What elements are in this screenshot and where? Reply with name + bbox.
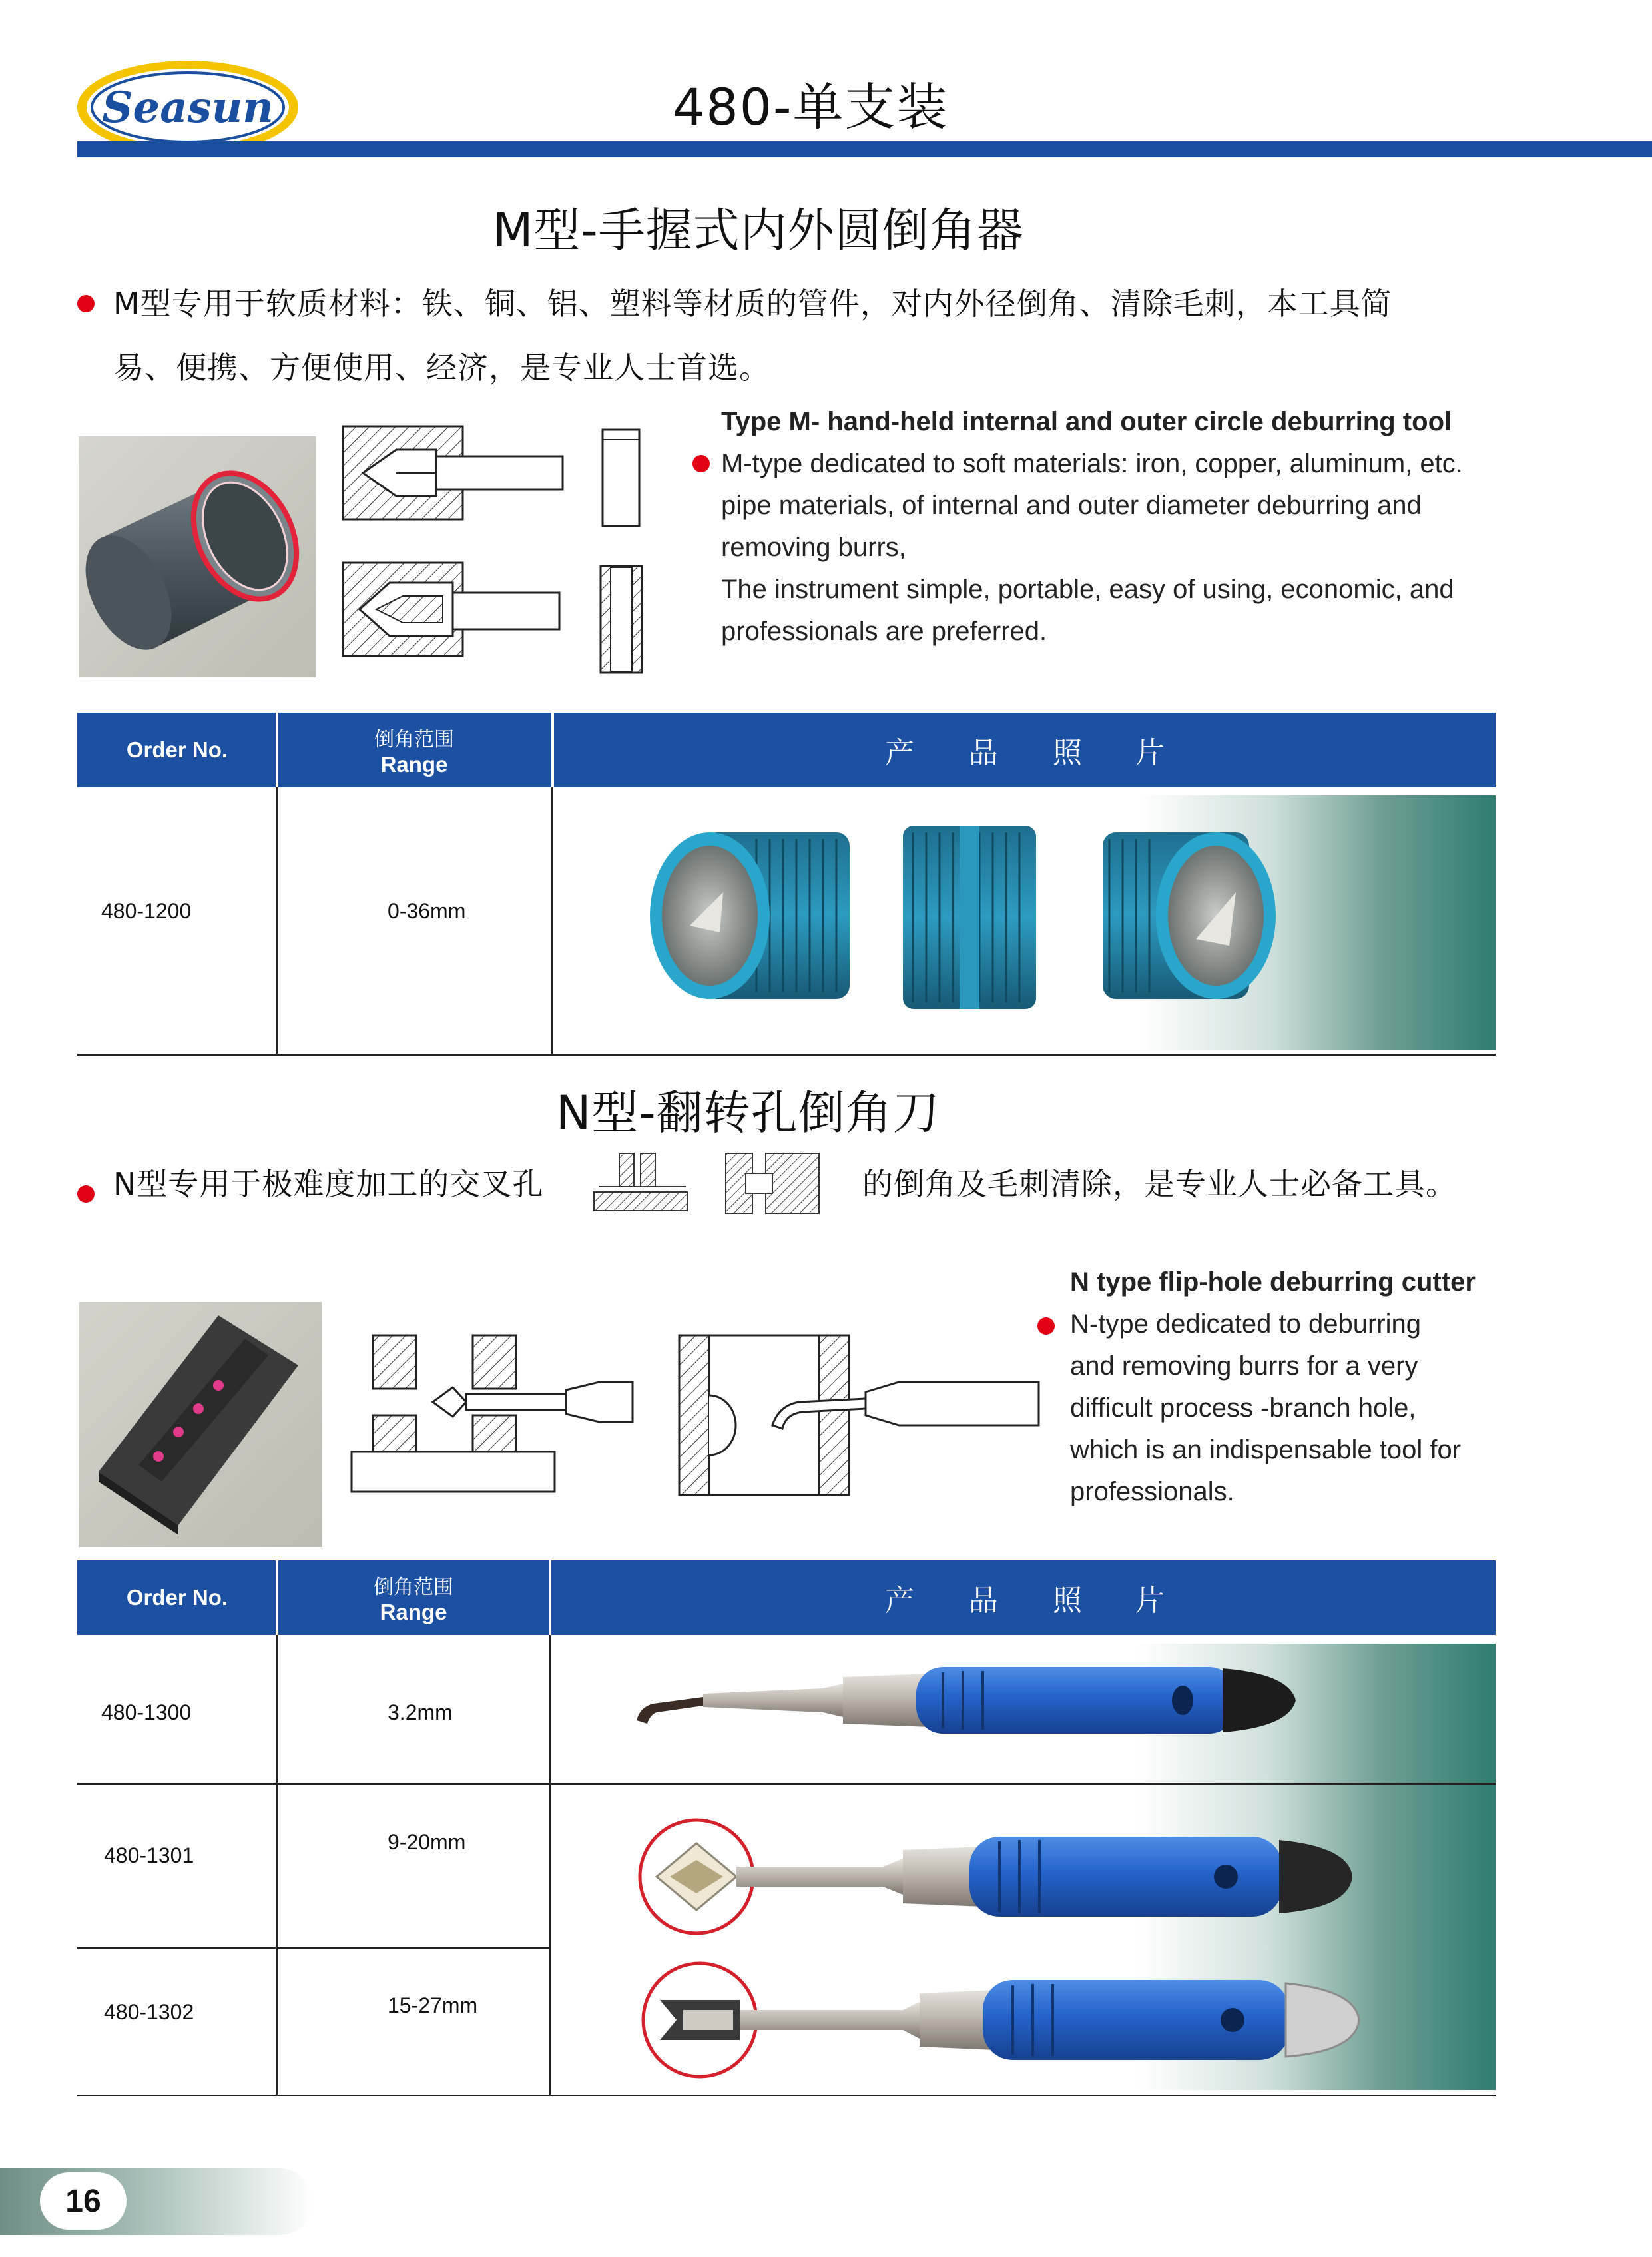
en-line: M-type dedicated to soft materials: iron, copper, aluminum, etc. xyxy=(721,449,1463,478)
col-photo-char: 产 xyxy=(885,1584,914,1617)
bullet-dot xyxy=(77,1185,95,1203)
table-header xyxy=(77,713,1496,787)
block-render-image xyxy=(79,1302,322,1547)
cross-hole-diagram xyxy=(593,1147,826,1220)
order-no-cell: 480-1301 xyxy=(104,1843,194,1867)
col-photo-char: 产 xyxy=(885,737,914,769)
section-n-en-description xyxy=(1070,1261,1649,1513)
bullet-dot xyxy=(77,295,95,312)
col-order-no: Order No. xyxy=(126,1585,228,1610)
n-type-product-photo xyxy=(623,1647,1496,2100)
page-title: 480-单支装 xyxy=(673,77,949,137)
range-cell: 15-27mm xyxy=(388,1993,478,2017)
en-line: which is an indispensable tool for xyxy=(1070,1435,1462,1464)
en-line: difficult process -branch hole, xyxy=(1070,1393,1416,1423)
pipe-render-image xyxy=(79,436,316,677)
col-range-cn: 倒角范围 xyxy=(374,1576,453,1598)
cn-line: 易、便携、方便使用、经济，是专业人士首选。 xyxy=(113,350,770,386)
m-type-order-table xyxy=(77,713,1496,1059)
section-n-cn-after: 的倒角及毛刺清除，是专业人士必备工具。 xyxy=(862,1166,1457,1202)
logo-text: Seasun xyxy=(102,83,274,133)
col-range-en: Range xyxy=(380,752,448,777)
bullet-dot xyxy=(1037,1317,1055,1335)
en-line: N-type dedicated to deburring xyxy=(1070,1309,1421,1339)
range-cell: 0-36mm xyxy=(388,899,466,923)
col-photo-char: 品 xyxy=(969,737,998,769)
m-type-technical-drawing xyxy=(336,420,676,686)
en-line: removing burrs, xyxy=(721,533,906,562)
en-line: professionals are preferred. xyxy=(721,617,1047,646)
section-m-cn-description xyxy=(113,272,1645,400)
col-photo-char: 照 xyxy=(1053,1584,1082,1617)
col-photo-char: 品 xyxy=(969,1584,998,1617)
range-cell: 3.2mm xyxy=(388,1700,453,1724)
header-bar xyxy=(77,141,1652,157)
en-title: N type flip-hole deburring cutter xyxy=(1070,1267,1476,1297)
section-m-en-description xyxy=(721,401,1652,653)
order-no-cell: 480-1300 xyxy=(101,1700,192,1724)
section-n-title: N型-翻转孔倒角刀 xyxy=(556,1086,940,1140)
en-line: The instrument simple, portable, easy of using, economic, and xyxy=(721,575,1454,604)
en-title: Type M- hand-held internal and outer circle deburring tool xyxy=(721,407,1452,436)
order-no-cell: 480-1200 xyxy=(101,899,192,923)
cn-line: M型专用于软质材料：铁、铜、铝、塑料等材质的管件，对内外径倒角、清除毛刺，本工具简 xyxy=(113,286,1392,322)
col-photo-char: 片 xyxy=(1135,737,1165,769)
col-order-no: Order No. xyxy=(126,737,228,762)
range-cell: 9-20mm xyxy=(388,1830,466,1854)
m-type-product-photo xyxy=(643,812,1442,1039)
en-line: pipe materials, of internal and outer diameter deburring and xyxy=(721,491,1422,520)
col-range-cn: 倒角范围 xyxy=(374,729,454,751)
section-n-cn-before: N型专用于极难度加工的交叉孔 xyxy=(113,1166,544,1202)
col-range-en: Range xyxy=(380,1600,447,1624)
col-photo-char: 片 xyxy=(1135,1584,1165,1617)
n-type-technical-drawing xyxy=(346,1329,1045,1502)
order-no-cell: 480-1302 xyxy=(104,2000,194,2024)
page-number: 16 xyxy=(40,2172,127,2230)
section-m-title: M型-手握式内外圆倒角器 xyxy=(493,203,1024,258)
table-header xyxy=(77,1560,1496,1635)
en-line: and removing burrs for a very xyxy=(1070,1351,1418,1381)
n-type-order-table xyxy=(77,1560,1496,2100)
en-line: professionals. xyxy=(1070,1477,1235,1506)
col-photo-char: 照 xyxy=(1053,737,1082,769)
bullet-dot xyxy=(692,455,710,472)
